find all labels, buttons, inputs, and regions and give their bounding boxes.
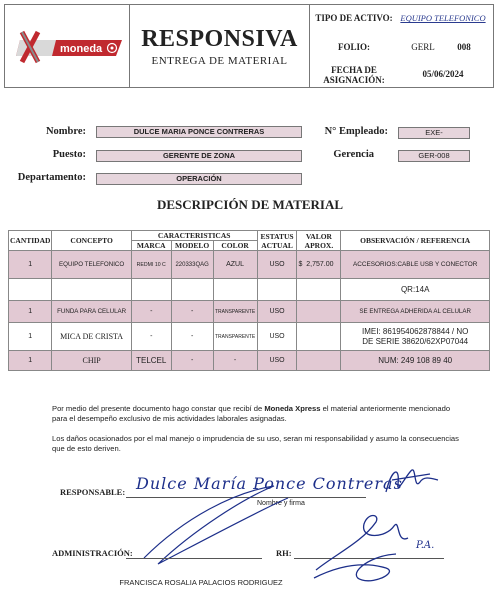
- document-subtitle: ENTREGA DE MATERIAL: [151, 55, 288, 67]
- statement-p1-post: el material anteriormente mencionado para el desempeño exclusivo de mis actividades laborales asignadas.: [52, 404, 451, 423]
- cell-cantidad: 1: [9, 301, 52, 323]
- empleado-field: EXE-: [398, 127, 470, 139]
- statement-paragraph-2: Los daños ocasionados por el mal manejo o imprudencia de su uso, seran mi responsabilidad y asumo la consecuencias que de esto deriven.: [52, 434, 459, 453]
- table-row: [9, 351, 490, 371]
- col-concepto: CONCEPTO: [52, 231, 131, 251]
- col-valor-line2: APROX.: [304, 240, 334, 250]
- cell-color: -: [213, 351, 257, 371]
- cell-concepto: MICA DE CRISTA: [52, 323, 131, 351]
- cell-estatus: [257, 279, 297, 301]
- cell-valor: [297, 279, 341, 301]
- col-valor-line1: VALOR: [305, 231, 332, 241]
- cell-observacion: QR:14A: [341, 279, 490, 301]
- gerencia-field: GER-008: [398, 150, 470, 162]
- nombre-label: Nombre:: [45, 126, 86, 137]
- cell-marca: [131, 279, 171, 301]
- col-marca: MARCA: [131, 241, 171, 251]
- cell-modelo: -: [171, 351, 213, 371]
- cell-modelo: -: [171, 323, 213, 351]
- cell-concepto: CHIP: [52, 351, 131, 371]
- document-title: RESPONSIVA: [141, 26, 298, 52]
- cell-cantidad: 1: [9, 351, 52, 371]
- col-caracteristicas: CARACTERISTICAS: [131, 231, 257, 241]
- nombre-firma-caption: Nombre y firma: [257, 500, 305, 507]
- table-row: [9, 251, 490, 279]
- title-cell: [130, 4, 310, 88]
- col-estatus-line1: ESTATUS: [260, 231, 294, 241]
- fecha-label-line2: ASIGNACIÓN:: [323, 75, 385, 85]
- cell-valor-amount: 2,757.00: [306, 261, 334, 268]
- folio-label: FOLIO:: [337, 42, 370, 52]
- cell-estatus: USO: [257, 251, 297, 279]
- cell-color: [213, 279, 257, 301]
- fecha-label-line1: FECHA DE: [331, 65, 377, 75]
- departamento-field: OPERACIÓN: [96, 173, 302, 185]
- gerencia-label: Gerencia: [333, 149, 374, 160]
- rh-initials: P.A.: [416, 540, 435, 551]
- statement-company: Moneda Xpress: [264, 404, 321, 413]
- cell-estatus: USO: [257, 301, 297, 323]
- cell-marca: -: [131, 323, 171, 351]
- cell-modelo: 220333QAG: [171, 251, 213, 279]
- cell-observacion: NUM: 249 108 89 40: [341, 351, 490, 371]
- cell-concepto: EQUIPO TELEFONICO: [52, 251, 131, 279]
- cell-estatus: USO: [257, 351, 297, 371]
- cell-observacion: [341, 323, 490, 351]
- cell-marca: TELCEL: [131, 351, 171, 371]
- responsable-label: RESPONSABLE:: [60, 487, 126, 497]
- section-title: DESCRIPCIÓN DE MATERIAL: [156, 197, 344, 212]
- cell-currency: $: [298, 261, 303, 268]
- cell-observacion: ACCESORIOS:CABLE USB Y CONECTOR: [341, 251, 490, 279]
- cell-estatus: USO: [257, 323, 297, 351]
- cell-color: TRANSPARENTE: [213, 301, 257, 323]
- col-modelo: MODELO: [171, 241, 213, 251]
- admin-name: FRANCISCA ROSALIA PALACIOS RODRIGUEZ: [119, 578, 283, 587]
- cell-observacion: SE ENTREGA ADHERIDA AL CELULAR: [341, 301, 490, 323]
- responsable-signature: [378, 462, 444, 502]
- cell-marca: REDMI 10 C: [131, 251, 171, 279]
- col-observacion: OBSERVACIÓN / REFERENCIA: [341, 231, 490, 251]
- cell-observacion-line1: IMEI: 861954062878844 / NO: [362, 326, 469, 336]
- cell-cantidad: [9, 279, 52, 301]
- cell-cantidad: 1: [9, 251, 52, 279]
- puesto-field: GERENTE DE ZONA: [96, 150, 302, 162]
- administracion-line: [126, 558, 262, 559]
- logo-cell: [4, 4, 130, 88]
- cell-color: AZUL: [213, 251, 257, 279]
- fecha-label: [312, 65, 396, 85]
- tipo-activo-label: TIPO DE ACTIVO:: [315, 13, 393, 23]
- cell-concepto: FUNDA PARA CELULAR: [52, 301, 131, 323]
- cell-valor: [297, 251, 341, 279]
- statement-p1-pre: Por medio del presente documento hago constar que recibí de: [52, 404, 265, 413]
- rh-signature: [306, 504, 426, 590]
- col-color: COLOR: [213, 241, 257, 251]
- cell-modelo: [171, 279, 213, 301]
- cell-marca: -: [131, 301, 171, 323]
- cell-color: TRANSPARENTE: [213, 323, 257, 351]
- col-cantidad: CANTIDAD: [9, 231, 52, 251]
- responsable-handwritten-name: Dulce María Ponce Contreras: [136, 474, 403, 493]
- departamento-label: Departamento:: [17, 172, 86, 183]
- logo-text: moneda: [60, 43, 103, 55]
- material-table: [8, 230, 490, 371]
- cell-valor: [297, 323, 341, 351]
- cell-modelo: -: [171, 301, 213, 323]
- rh-label: RH:: [276, 548, 292, 558]
- puesto-label: Puesto:: [52, 149, 86, 160]
- administracion-label: ADMINISTRACIÓN:: [52, 548, 133, 558]
- cell-valor: [297, 301, 341, 323]
- cell-cantidad: 1: [9, 323, 52, 351]
- folio-prefix: GERL: [411, 42, 435, 52]
- admin-signature: [124, 478, 294, 570]
- col-estatus: [257, 231, 297, 251]
- cell-valor: [297, 351, 341, 371]
- cell-observacion-line2: DE SERIE 38620/62XP07044: [362, 336, 469, 346]
- moneda-logo: [16, 30, 122, 64]
- cell-concepto: [52, 279, 131, 301]
- table-row: [9, 323, 490, 351]
- col-estatus-line2: ACTUAL: [261, 240, 293, 250]
- tipo-activo-value: EQUIPO TELEFONICO: [400, 13, 486, 23]
- col-valor: [297, 231, 341, 251]
- empleado-label: N° Empleado:: [324, 126, 388, 137]
- fecha-value: 05/06/2024: [422, 69, 464, 79]
- table-header-row: [9, 231, 490, 241]
- table-row: [9, 279, 490, 301]
- nombre-field: DULCE MARIA PONCE CONTRERAS: [96, 126, 302, 138]
- folio-number: 008: [457, 42, 471, 52]
- table-row: [9, 301, 490, 323]
- statement-paragraph-1: [52, 404, 462, 424]
